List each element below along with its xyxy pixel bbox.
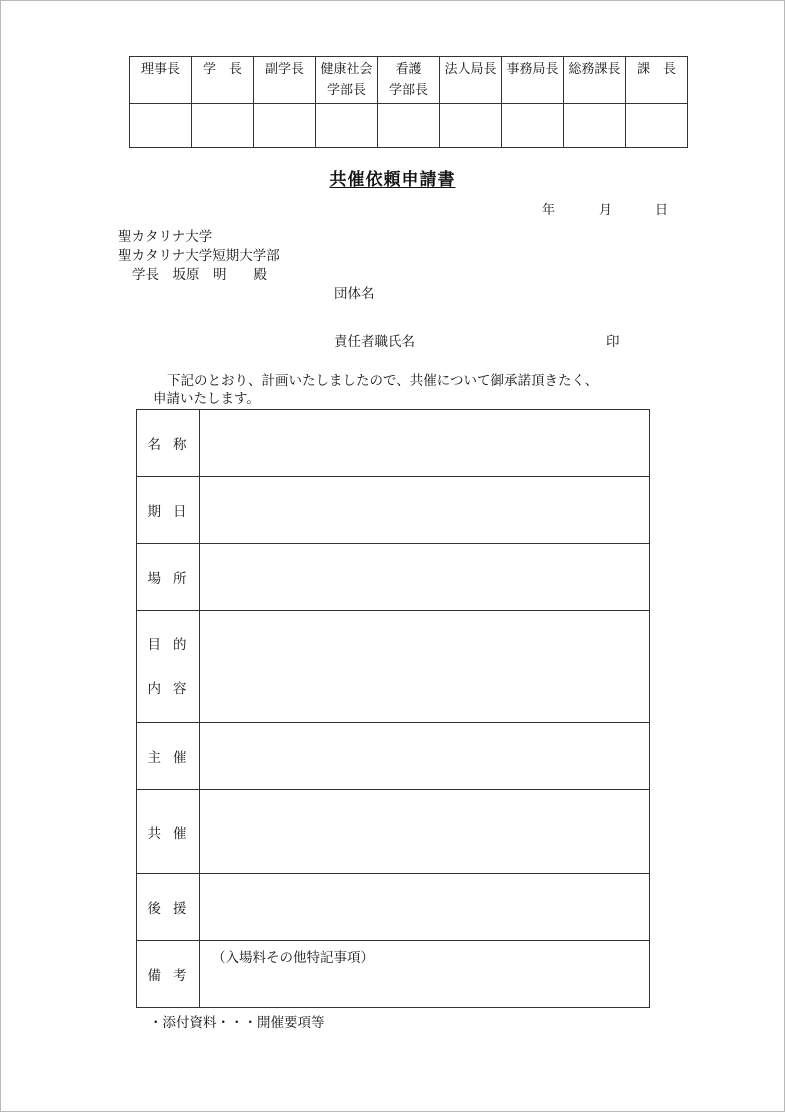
stamp-box[interactable] bbox=[626, 104, 688, 148]
row-label: 主催 bbox=[137, 723, 200, 790]
recipient-line-1: 聖カタリナ大学 bbox=[118, 229, 213, 245]
stamp-header-chairman: 理事長 bbox=[130, 57, 192, 104]
application-form-table bbox=[136, 409, 650, 1008]
stamp-box[interactable] bbox=[502, 104, 564, 148]
stamp-header-section-chief: 課 長 bbox=[626, 57, 688, 104]
form-row-date bbox=[137, 477, 650, 544]
body-text-line-1: 下記のとおり、計画いたしましたので、共催について御承諾頂きたく、 bbox=[167, 373, 599, 389]
row-label: 期日 bbox=[137, 477, 200, 544]
row-value[interactable] bbox=[200, 611, 650, 723]
stamp-header-health-dean: 健康社会 学部長 bbox=[316, 57, 378, 104]
stamp-header-secretary-general: 事務局長 bbox=[502, 57, 564, 104]
seal-label: 印 bbox=[606, 334, 620, 350]
date-day-label: 日 bbox=[655, 203, 669, 218]
form-row-co-organizer bbox=[137, 790, 650, 874]
form-row-organizer bbox=[137, 723, 650, 790]
row-value[interactable] bbox=[200, 790, 650, 874]
attachment-note: ・添付資料・・・開催要項等 bbox=[149, 1015, 325, 1031]
stamp-box[interactable] bbox=[192, 104, 254, 148]
stamp-header-corporate-director: 法人局長 bbox=[440, 57, 502, 104]
body-text-line-2: 申請いたします。 bbox=[153, 391, 260, 407]
stamp-box[interactable] bbox=[130, 104, 192, 148]
row-label: 備考 bbox=[137, 941, 200, 1008]
stamp-box[interactable] bbox=[316, 104, 378, 148]
row-value[interactable] bbox=[200, 477, 650, 544]
approval-stamp-table bbox=[129, 56, 688, 148]
date-month-label: 月 bbox=[599, 203, 613, 218]
representative-label: 責任者職氏名 bbox=[334, 334, 415, 350]
organization-name-label: 団体名 bbox=[334, 286, 375, 302]
row-label: 場所 bbox=[137, 544, 200, 611]
stamp-box[interactable] bbox=[254, 104, 316, 148]
row-value[interactable] bbox=[200, 410, 650, 477]
remarks-note: （入場料その他特記事項） bbox=[212, 950, 374, 966]
form-row-support bbox=[137, 874, 650, 941]
date-year-label: 年 bbox=[542, 203, 556, 218]
stamp-box[interactable] bbox=[378, 104, 440, 148]
row-value[interactable] bbox=[200, 544, 650, 611]
row-value[interactable] bbox=[200, 941, 650, 1008]
stamp-header-president: 学 長 bbox=[192, 57, 254, 104]
row-value[interactable] bbox=[200, 723, 650, 790]
form-row-remarks bbox=[137, 941, 650, 1008]
stamp-header-general-affairs-manager: 総務課長 bbox=[564, 57, 626, 104]
stamp-header-nursing-dean: 看護 学部長 bbox=[378, 57, 440, 104]
stamp-box[interactable] bbox=[564, 104, 626, 148]
row-label: 後援 bbox=[137, 874, 200, 941]
form-row-purpose bbox=[137, 611, 650, 723]
recipient-line-3: 学長 坂原 明 殿 bbox=[132, 267, 267, 283]
row-label: 共催 bbox=[137, 790, 200, 874]
recipient-line-2: 聖カタリナ大学短期大学部 bbox=[118, 248, 280, 264]
form-row-venue bbox=[137, 544, 650, 611]
row-value[interactable] bbox=[200, 874, 650, 941]
row-label: 目的 内容 bbox=[137, 611, 200, 723]
document-title: 共催依頼申請書 bbox=[329, 170, 456, 190]
form-row-name bbox=[137, 410, 650, 477]
stamp-box[interactable] bbox=[440, 104, 502, 148]
row-label: 名称 bbox=[137, 410, 200, 477]
stamp-header-vice-president: 副学長 bbox=[254, 57, 316, 104]
